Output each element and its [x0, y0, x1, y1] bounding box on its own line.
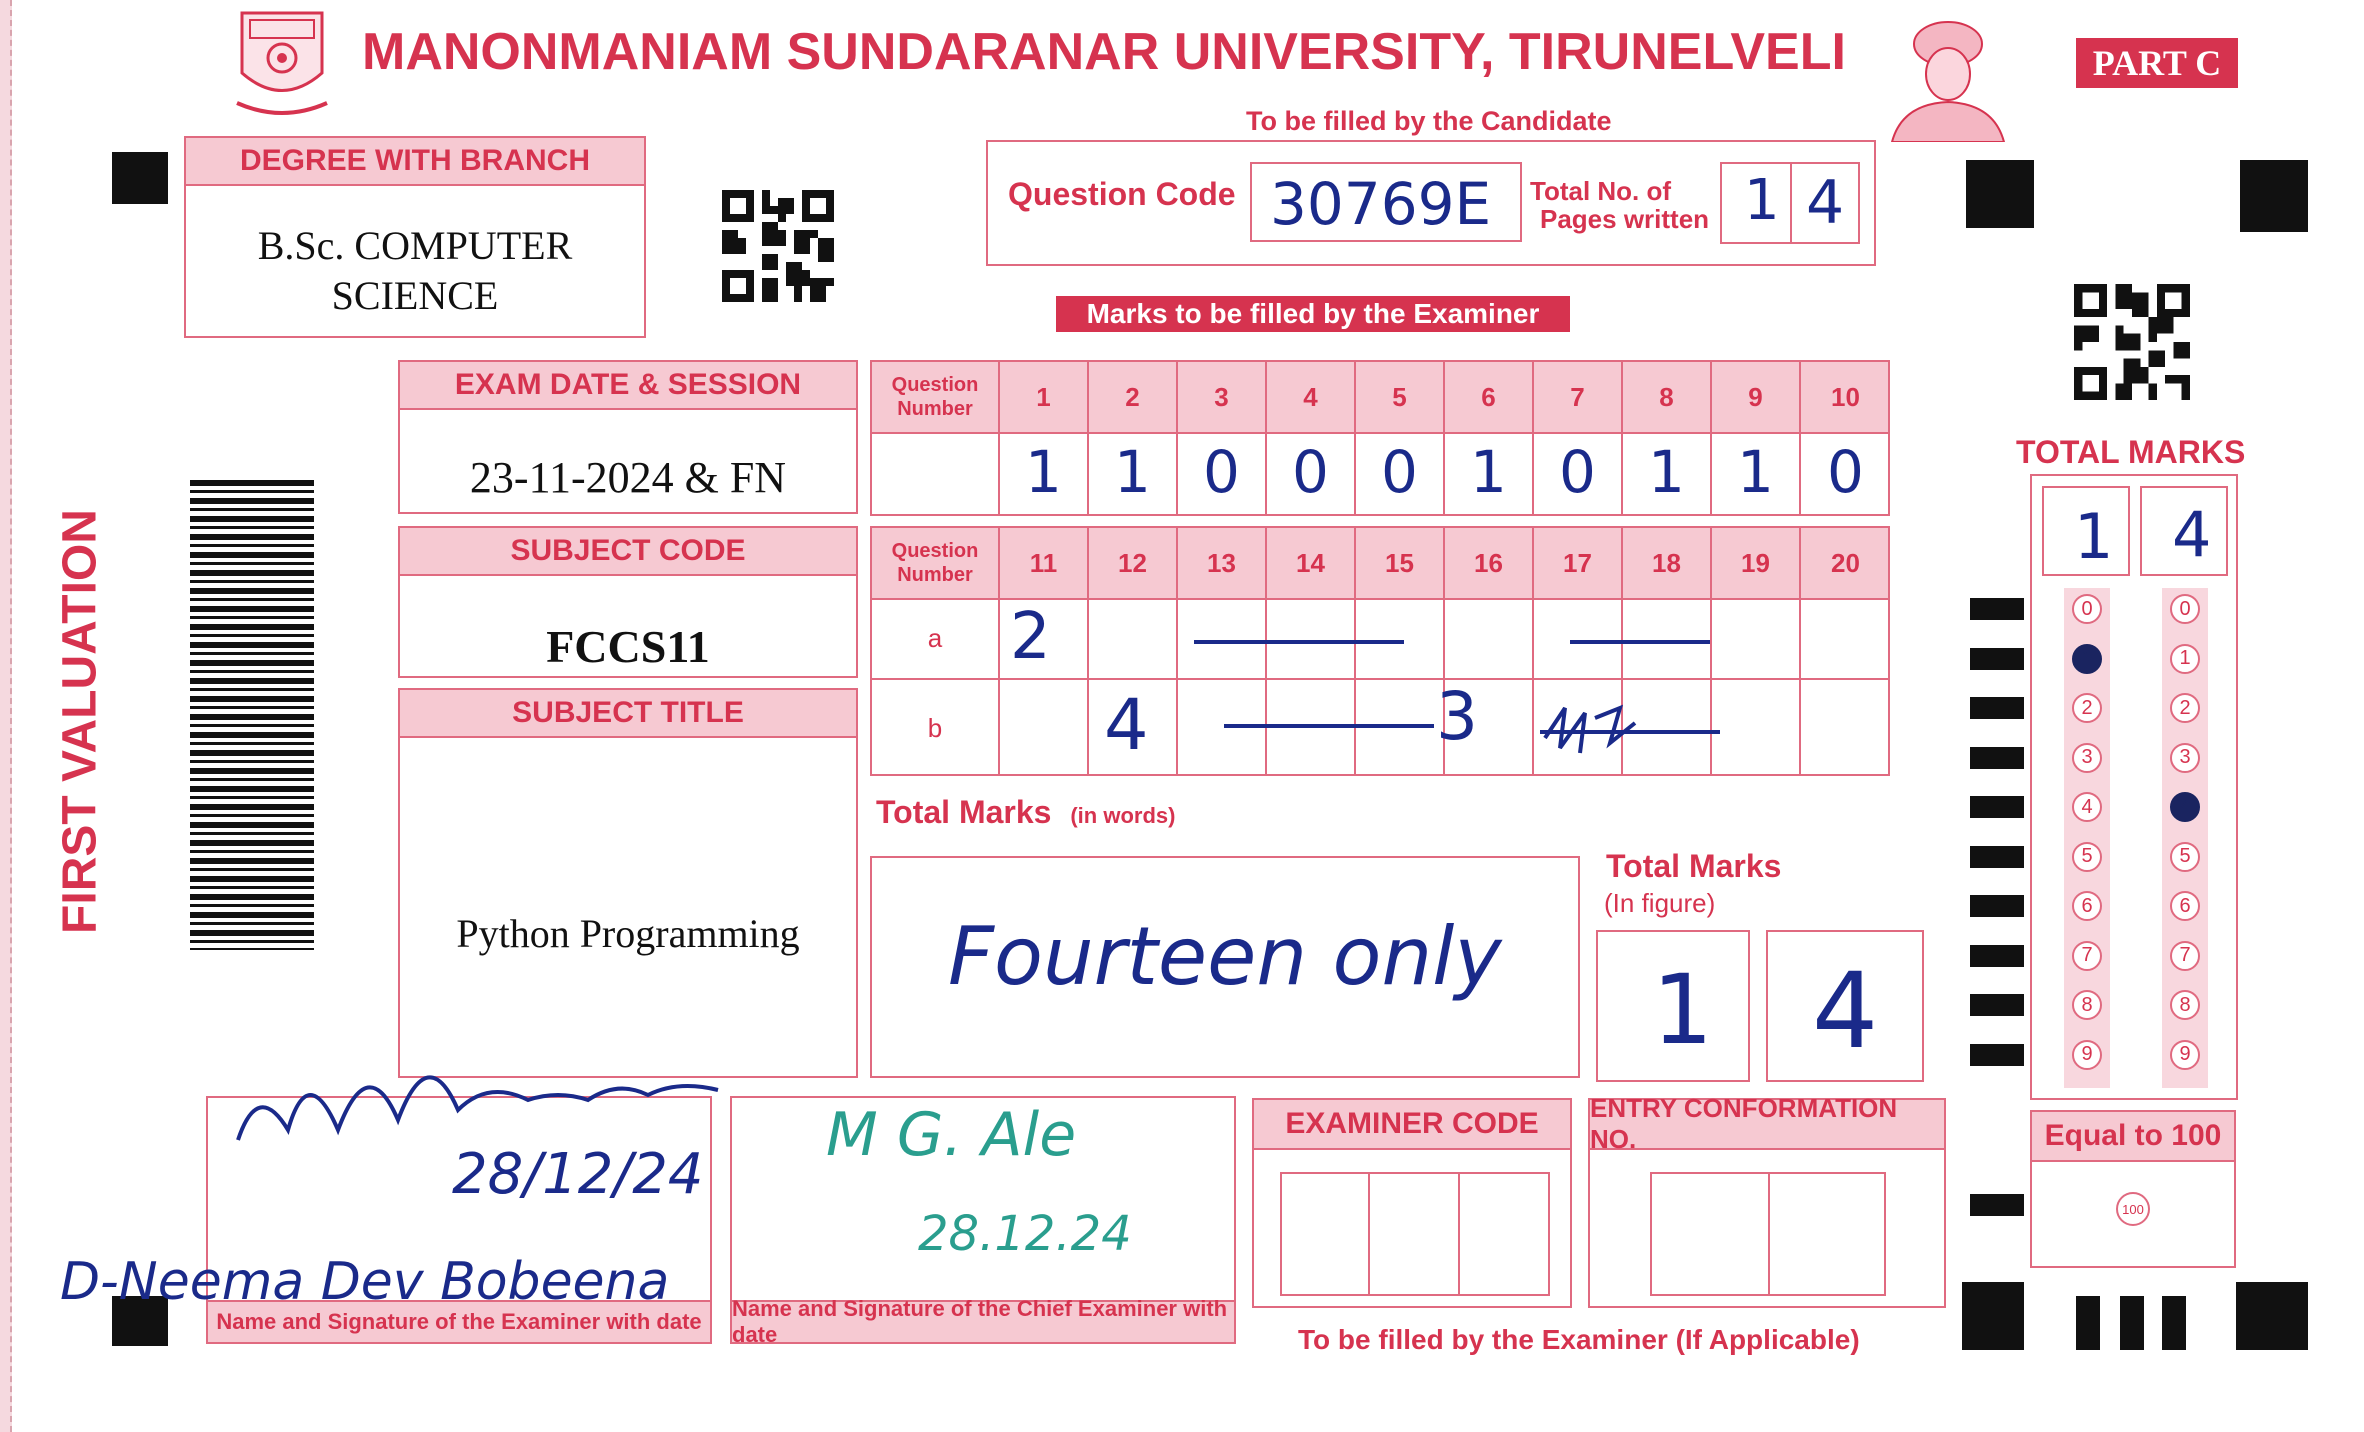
total-marks-bubble-col1-0[interactable]: 0	[2072, 594, 2102, 624]
registration-mark	[1962, 1282, 2024, 1350]
examiner-code-divider	[1368, 1174, 1370, 1294]
question-number-11: 11	[1000, 528, 1089, 598]
question-number-label-line1: Question	[891, 540, 979, 562]
mark-column-19[interactable]	[1712, 598, 1801, 776]
registration-mark	[2076, 1296, 2100, 1350]
first-valuation-label: FIRST VALUATION	[53, 509, 107, 934]
degree-label: DEGREE WITH BRANCH	[186, 138, 644, 186]
candidate-note: To be filled by the Candidate	[1246, 106, 1612, 136]
equal-100-bubble[interactable]: 100	[2116, 1192, 2150, 1226]
total-marks-bubble-col1-2[interactable]: 2	[2072, 693, 2102, 723]
total-pages-divider	[1790, 164, 1792, 242]
total-pages-label-line1: Total No. of	[1530, 176, 1672, 206]
question-number-12: 12	[1089, 528, 1178, 598]
subject-code-value: FCCS11	[546, 621, 710, 672]
mark-value-5: 0	[1381, 438, 1418, 506]
timing-mark	[1970, 796, 2024, 818]
total-marks-bubble-col2-4[interactable]: 4	[2170, 792, 2200, 822]
question-number-6: 6	[1445, 362, 1534, 432]
entry-conf-field[interactable]	[1650, 1172, 1886, 1296]
question-number-blank	[872, 432, 1000, 516]
total-marks-bubble-col2-2[interactable]: 2	[2170, 693, 2200, 723]
total-figure-digit2: 4	[1812, 950, 1879, 1072]
question-code-field[interactable]	[1250, 162, 1522, 242]
total-words-title: Total Marks	[876, 794, 1052, 830]
registration-mark	[2120, 1296, 2144, 1350]
subject-code-label: SUBJECT CODE	[400, 528, 856, 576]
question-number-label	[872, 528, 1000, 598]
question-code-label: Question Code	[1008, 176, 1236, 212]
qr-code-icon	[722, 190, 834, 302]
total-marks-bubble-col1-1[interactable]: 1	[2072, 644, 2102, 674]
subject-title-label: SUBJECT TITLE	[400, 690, 856, 738]
subject-code-box	[398, 526, 858, 678]
total-marks-bubble-col1-8[interactable]: 8	[2072, 990, 2102, 1020]
question-number-1: 1	[1000, 362, 1089, 432]
total-marks-bubble-col2-3[interactable]: 3	[2170, 743, 2200, 773]
footer-note: To be filled by the Examiner (If Applicable)	[1298, 1324, 1860, 1355]
question-code-box	[986, 140, 1876, 266]
timing-mark	[1970, 697, 2024, 719]
question-number-20: 20	[1831, 547, 1860, 578]
barcode-icon	[190, 480, 314, 950]
entry-conf-label: ENTRY CONFORMATION NO.	[1590, 1100, 1944, 1150]
university-emblem-icon	[232, 8, 332, 123]
question-number-label-line2: Number	[897, 564, 973, 586]
entry-conf-divider	[1768, 1174, 1770, 1294]
total-marks-bubble-col2-9[interactable]: 9	[2170, 1040, 2200, 1070]
mark-cell-1[interactable]	[1000, 432, 1089, 516]
total-figure-digit1-box[interactable]	[1596, 930, 1750, 1082]
examiner-signature-date: 28/12/24	[452, 1142, 704, 1207]
question-number-14: 14	[1267, 528, 1356, 598]
total-marks-bubble-col2-7[interactable]: 7	[2170, 941, 2200, 971]
marks-grid-row2	[870, 526, 1890, 776]
mark-value-10: 0	[1827, 438, 1864, 506]
degree-value-line2: SCIENCE	[331, 273, 499, 318]
strike-line-13-15a	[1194, 640, 1404, 644]
mark-value-4: 0	[1292, 438, 1329, 506]
chief-signature-name: M G. Ale	[826, 1100, 1077, 1170]
total-words-box[interactable]	[870, 856, 1580, 1078]
total-marks-bubble-col2-8[interactable]: 8	[2170, 990, 2200, 1020]
exam-date-value: 23-11-2024 & FN	[469, 453, 787, 502]
total-marks-bubble-col1-5[interactable]: 5	[2072, 842, 2102, 872]
registration-mark	[2240, 160, 2308, 232]
question-number-4: 4	[1267, 362, 1356, 432]
total-figure-title: Total Marks	[1606, 848, 1782, 884]
mark-cell-6[interactable]	[1445, 432, 1534, 516]
exam-date-box	[398, 360, 858, 514]
mark-11a[interactable]: 2	[1010, 600, 1051, 674]
question-number-label-line2: Number	[897, 398, 973, 420]
total-marks-bubble-col2-0[interactable]: 0	[2170, 594, 2200, 624]
question-number-13: 13	[1178, 528, 1267, 598]
mark-value-7: 0	[1559, 438, 1596, 506]
question-number-3: 3	[1178, 362, 1267, 432]
mark-cell-4[interactable]	[1267, 432, 1356, 516]
question-number-9: 9	[1712, 362, 1801, 432]
timing-mark	[1970, 747, 2024, 769]
question-number-10: 10	[1831, 381, 1860, 412]
total-pages-digit2: 4	[1806, 168, 1845, 238]
mark-column-20[interactable]	[1801, 598, 1890, 776]
timing-mark	[1970, 1194, 2024, 1216]
total-figure-digit2-box[interactable]	[1766, 930, 1924, 1082]
part-badge: PART C	[2076, 38, 2238, 88]
total-marks-digit1: 1	[2074, 500, 2114, 573]
registration-mark	[2162, 1296, 2186, 1350]
timing-mark	[1970, 1044, 2024, 1066]
equal-100-box	[2030, 1110, 2236, 1268]
timing-mark	[1970, 994, 2024, 1016]
total-marks-digit2: 4	[2172, 498, 2212, 571]
mark-cell-9[interactable]	[1712, 432, 1801, 516]
mark-value-2: 1	[1114, 438, 1151, 506]
mark-value-6: 1	[1470, 438, 1507, 506]
mark-column-13[interactable]	[1178, 598, 1267, 776]
exam-date-label: EXAM DATE & SESSION	[400, 362, 856, 410]
registration-mark	[112, 152, 168, 204]
mark-cell-7[interactable]	[1534, 432, 1623, 516]
examiner-signature-label: Name and Signature of the Examiner with date	[208, 1300, 710, 1342]
examiner-code-field[interactable]	[1280, 1172, 1550, 1296]
question-number-15: 15	[1356, 528, 1445, 598]
mark-cell-10[interactable]	[1801, 432, 1890, 516]
mark-value-1: 1	[1025, 438, 1062, 506]
examiner-code-box	[1252, 1098, 1572, 1308]
total-words-value: Fourteen only	[948, 910, 1502, 1003]
subject-title-box	[398, 688, 858, 1078]
question-number-5: 5	[1356, 362, 1445, 432]
mark-cell-2[interactable]	[1089, 432, 1178, 516]
question-code-value: 30769E	[1270, 170, 1492, 238]
row-b-label: b	[872, 680, 1000, 776]
total-words-sub: (in words)	[1070, 803, 1176, 828]
total-marks-bubble-col1-6[interactable]: 6	[2072, 891, 2102, 921]
chief-signature-label: Name and Signature of the Chief Examiner with date	[732, 1300, 1234, 1342]
total-words-label	[876, 794, 1175, 831]
timing-mark	[1970, 598, 2024, 620]
total-figure-sub: (In figure)	[1604, 888, 1716, 918]
total-marks-bubble-col1-7[interactable]: 7	[2072, 941, 2102, 971]
mark-value-3: 0	[1203, 438, 1240, 506]
equal-100-label: Equal to 100	[2032, 1112, 2234, 1162]
question-number-label	[872, 362, 1000, 432]
total-marks-bubble-col1-4[interactable]: 4	[2072, 792, 2102, 822]
total-pages-digit1: 1	[1744, 168, 1780, 233]
subject-title-value: Python Programming	[456, 911, 800, 956]
mark-column-14[interactable]	[1267, 598, 1356, 776]
total-marks-bubble-col2-6[interactable]: 6	[2170, 891, 2200, 921]
founder-portrait-icon	[1882, 14, 2012, 142]
timing-mark	[1970, 846, 2024, 868]
strike-line-13-15b	[1224, 724, 1434, 728]
total-marks-bubble-col2-1[interactable]: 1	[2170, 644, 2200, 674]
mark-12b[interactable]: 4	[1104, 684, 1149, 766]
scribble-17-18b	[1540, 698, 1640, 758]
entry-conf-box	[1588, 1093, 1946, 1308]
strike-line-17-19a	[1570, 640, 1710, 644]
mark-column-15[interactable]	[1356, 598, 1445, 776]
examiner-name: D-Neema Dev Bobeena	[60, 1252, 670, 1312]
total-marks-panel	[2030, 474, 2238, 1100]
timing-mark	[1970, 648, 2024, 670]
degree-box	[184, 136, 646, 338]
examiner-code-label: EXAMINER CODE	[1254, 1100, 1570, 1150]
total-marks-bubble-col2-5[interactable]: 5	[2170, 842, 2200, 872]
question-number-label-line1: Question	[891, 374, 979, 396]
examiner-code-divider	[1458, 1174, 1460, 1294]
total-pages-field[interactable]	[1720, 162, 1860, 244]
row-a-label: a	[872, 598, 1000, 680]
degree-value-line1: B.Sc. COMPUTER	[257, 223, 573, 268]
qr-code-icon	[2074, 284, 2190, 400]
total-pages-label-line2: Pages written	[1540, 204, 1710, 234]
total-marks-bubble-col1-3[interactable]: 3	[2072, 743, 2102, 773]
mark-cell-5[interactable]	[1356, 432, 1445, 516]
question-number-7: 7	[1534, 362, 1623, 432]
marks-grid-row1	[870, 360, 1890, 516]
question-number-8: 8	[1623, 362, 1712, 432]
total-marks-digit1-box[interactable]	[2042, 486, 2130, 576]
registration-mark	[2236, 1282, 2308, 1350]
question-number-2: 2	[1089, 362, 1178, 432]
question-number-18: 18	[1623, 528, 1712, 598]
registration-mark	[1966, 160, 2034, 228]
total-figure-digit1: 1	[1652, 954, 1714, 1066]
mark-cell-8[interactable]	[1623, 432, 1712, 516]
question-number-17: 17	[1534, 528, 1623, 598]
timing-mark	[1970, 945, 2024, 967]
total-marks-digit2-box[interactable]	[2140, 486, 2228, 576]
mark-value-9: 1	[1737, 438, 1774, 506]
question-number-16: 16	[1445, 528, 1534, 598]
question-number-19: 19	[1712, 528, 1801, 598]
chief-signature-date: 28.12.24	[918, 1206, 1132, 1262]
total-marks-bubble-col1-9[interactable]: 9	[2072, 1040, 2102, 1070]
timing-mark	[1970, 895, 2024, 917]
mark-16b[interactable]: 3	[1436, 678, 1478, 755]
examiner-marks-banner: Marks to be filled by the Examiner	[1056, 296, 1570, 332]
total-marks-panel-label: TOTAL MARKS	[2016, 434, 2246, 470]
mark-value-8: 1	[1648, 438, 1685, 506]
mark-cell-3[interactable]	[1178, 432, 1267, 516]
perforation-edge	[0, 0, 12, 1432]
university-title: MANONMANIAM SUNDARANAR UNIVERSITY, TIRUNELVELI	[362, 23, 1846, 81]
